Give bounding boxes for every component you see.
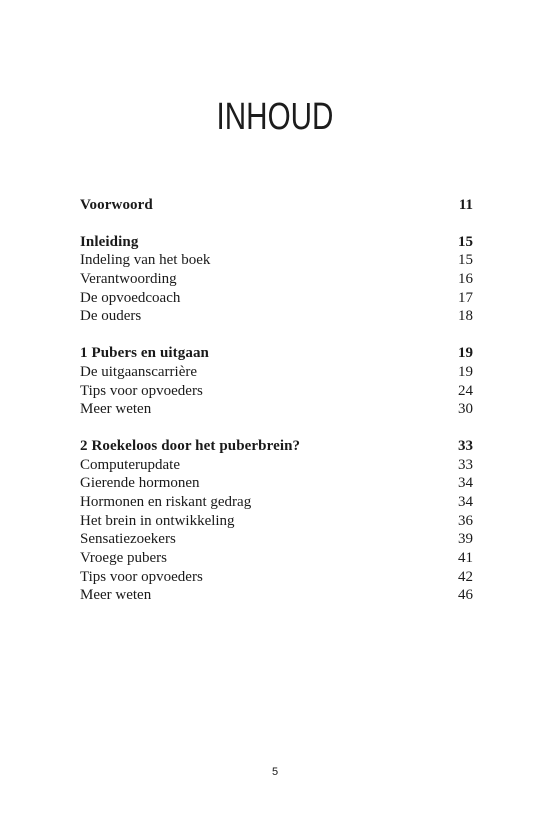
toc-item — [80, 382, 473, 401]
toc-item-label: Hormonen en riskant gedrag — [80, 493, 252, 510]
toc-item-page: 19 — [458, 363, 473, 380]
toc-heading — [80, 196, 473, 215]
toc-item-label: Gierende hormonen — [80, 475, 200, 492]
toc-item — [80, 456, 473, 475]
toc-item-page: 24 — [458, 382, 473, 399]
table-of-contents — [80, 196, 473, 623]
toc-item — [80, 307, 473, 326]
toc-item-page: 34 — [458, 475, 473, 492]
toc-heading-page: 19 — [458, 345, 473, 362]
toc-item-label: Sensatiezoekers — [80, 531, 176, 548]
toc-heading-label: 1 Pubers en uitgaan — [80, 345, 209, 362]
page-number: 5 — [271, 766, 279, 778]
toc-item — [80, 530, 473, 549]
toc-item-page: 30 — [458, 401, 473, 418]
toc-item — [80, 568, 473, 587]
toc-heading-label: Voorwoord — [80, 197, 153, 213]
toc-item — [80, 512, 473, 531]
toc-section-pubers-en-uitgaan — [80, 344, 473, 419]
toc-item — [80, 493, 473, 512]
toc-item — [80, 251, 473, 270]
toc-item-page: 18 — [458, 308, 473, 325]
toc-item — [80, 289, 473, 308]
page-title: INHOUD — [216, 96, 334, 138]
toc-item-label: Computerupdate — [80, 456, 180, 473]
toc-item — [80, 270, 473, 289]
toc-item-page: 39 — [458, 531, 473, 548]
toc-item-page: 17 — [458, 289, 473, 306]
toc-heading — [80, 437, 473, 456]
toc-section-inleiding — [80, 233, 473, 326]
toc-heading — [80, 233, 473, 252]
toc-item-page: 41 — [458, 550, 473, 566]
toc-heading-page: 33 — [458, 437, 473, 454]
toc-item-page: 42 — [458, 568, 473, 585]
toc-item-page: 36 — [458, 512, 473, 529]
toc-item-label: De uitgaanscarrière — [80, 363, 198, 380]
toc-item-label: Indeling van het boek — [80, 252, 211, 269]
toc-item-label: Vroege pubers — [80, 550, 167, 566]
toc-item-label: Het brein in ontwikkeling — [80, 512, 235, 529]
toc-heading-label: Inleiding — [80, 233, 139, 250]
toc-item-page: 33 — [458, 456, 473, 473]
toc-item-label: Tips voor opvoeders — [80, 382, 203, 399]
toc-heading-label: 2 Roekeloos door het puberbrein? — [80, 437, 301, 454]
toc-heading-page: 15 — [458, 233, 473, 250]
toc-item — [80, 400, 473, 419]
toc-heading-page: 11 — [458, 197, 473, 213]
toc-item-page: 34 — [458, 493, 473, 510]
toc-item-label: Verantwoording — [80, 271, 177, 288]
toc-item-page: 46 — [458, 587, 473, 604]
toc-item — [80, 549, 473, 568]
toc-heading — [80, 344, 473, 363]
toc-item-page: 16 — [458, 271, 473, 288]
toc-item-label: Tips voor opvoeders — [80, 568, 203, 585]
toc-item-label: Meer weten — [80, 401, 152, 418]
toc-item — [80, 363, 473, 382]
toc-item-label: De ouders — [80, 308, 142, 325]
toc-section-roekeloos — [80, 437, 473, 605]
toc-item-label: Meer weten — [80, 587, 152, 604]
toc-section-voorwoord — [80, 196, 473, 215]
toc-item — [80, 586, 473, 605]
toc-item-page: 15 — [458, 252, 473, 269]
toc-item-label: De opvoedcoach — [80, 289, 181, 306]
toc-item — [80, 474, 473, 493]
